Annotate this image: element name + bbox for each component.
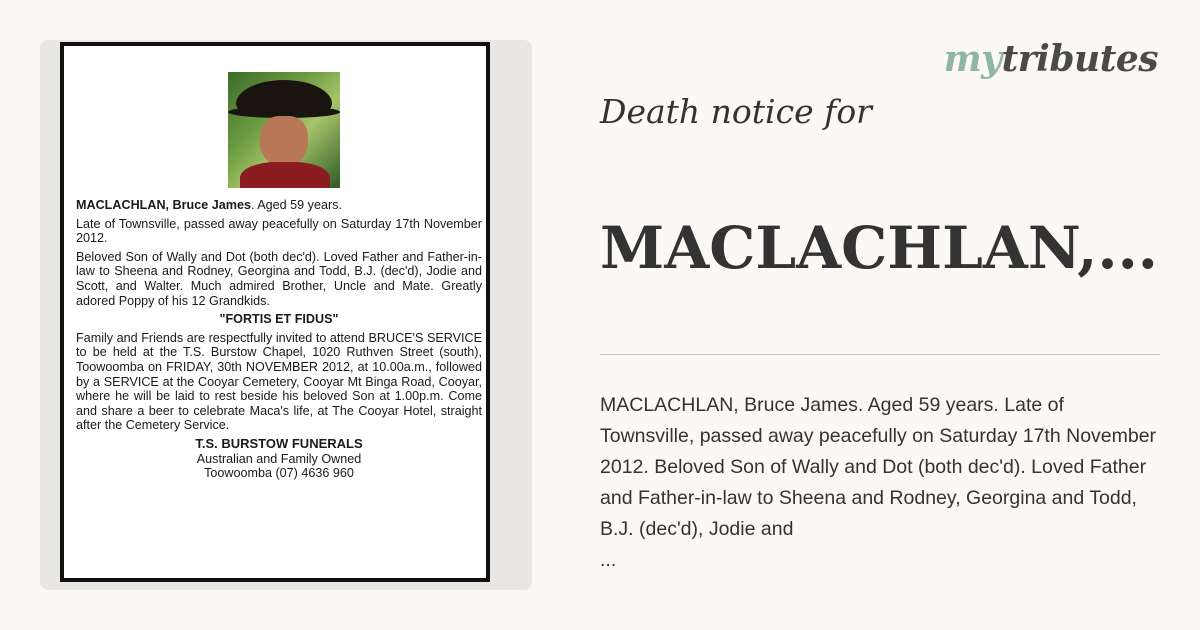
funeral-home-phone: Toowoomba (07) 4636 960	[204, 466, 354, 481]
notice-paragraph-3: Family and Friends are respectfully invited to attend BRUCE'S SERVICE to be held at the T.S. Burstow Chapel, 1020 Ruthven Street (south), Toowoomba on FRIDAY, 30th NOVEMBER 2012, at 10.00a.m., followed by a SERVICE at the Cooyar Cemetery, Cooyar Mt Binga Road, Cooyar, where he will be laid to rest beside his beloved Son at 1.00p.m. Come and share a beer to celebrate Maca's life, at The Cooyar Hotel, straight after the Cemetery Service.	[76, 330, 482, 433]
shirt-shape	[240, 162, 330, 188]
funeral-home-tagline: Australian and Family Owned	[196, 451, 362, 466]
notice-paragraph-1: Late of Townsville, passed away peacefully on Saturday 17th November 2012.	[76, 216, 482, 246]
divider	[600, 354, 1160, 355]
notice-name: MACLACHLAN, Bruce James	[76, 198, 251, 212]
page-heading: Death notice for	[600, 92, 872, 131]
funeral-home-name: T.S. BURSTOW FUNERALS	[195, 435, 363, 451]
portrait-photo	[228, 72, 340, 188]
death-notice-image	[40, 40, 532, 590]
logo-tributes: tributes	[1001, 38, 1158, 80]
newspaper-notice	[60, 42, 490, 582]
logo-my: my	[943, 38, 1002, 80]
deceased-name-title: MACLACHLAN,...	[600, 214, 1158, 282]
summary-text: MACLACHLAN, Bruce James. Aged 59 years. Late of Townsville, passed away peacefully on Saturday 17th November 2012. Beloved Son of Wally and Dot (both dec'd). Loved Father and Father-in-law to Sheena and Rodney, Georgina and Todd, B.J. (dec'd), Jodie and	[600, 394, 1157, 540]
notice-motto: "FORTIS ET FIDUS"	[219, 312, 339, 327]
notice-age: . Aged 59 years.	[250, 198, 342, 212]
notice-body	[76, 198, 482, 481]
face-shape	[260, 116, 308, 166]
notice-paragraph-2: Beloved Son of Wally and Dot (both dec'd). Loved Father and Father-in-law to Sheena and Rodney, Georgina and Todd, B.J. (dec'd), Jodie and Scott, and Walter. Much admired Brother, Uncle and Mate. Greatly adored Poppy of his 12 Grandkids.	[76, 249, 482, 308]
summary-ellipsis: ...	[600, 549, 617, 571]
notice-summary	[600, 390, 1160, 576]
mytributes-logo[interactable]	[944, 38, 1158, 80]
